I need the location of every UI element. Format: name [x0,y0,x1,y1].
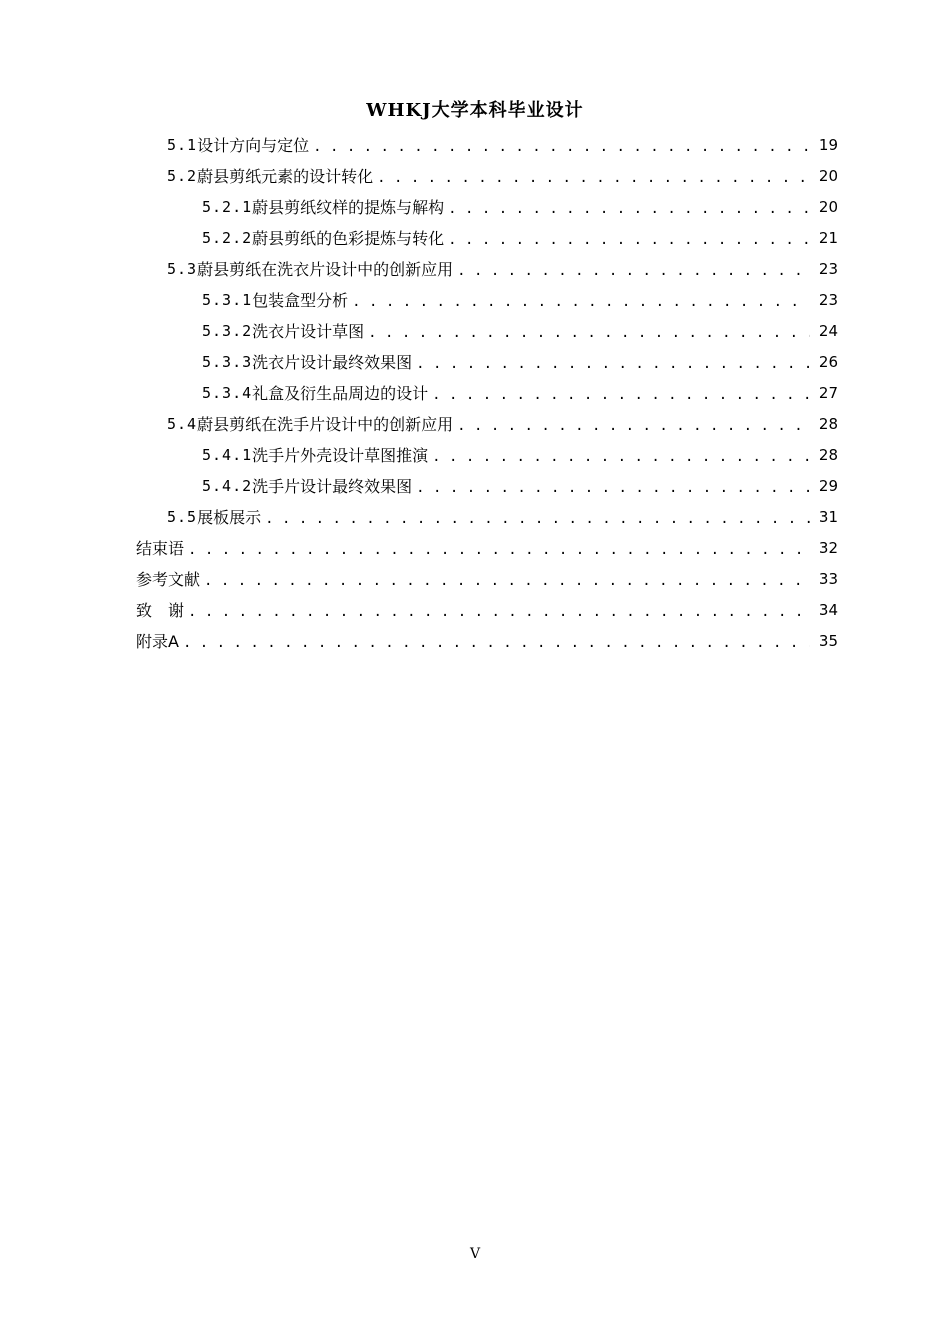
toc-dot-leader [204,574,810,588]
toc-entry[interactable] [136,408,838,439]
toc-dot-leader [377,171,810,185]
toc-entry-title: 礼盒及衍生品周边的设计 [252,384,429,403]
toc-dot-leader [448,233,810,247]
toc-dot-leader [313,140,810,154]
page-header: WHKJ大学本科毕业设计 [366,100,584,121]
toc-entry-number: 5.2 [167,166,198,185]
toc-entry-title: 设计方向与定位 [197,136,310,155]
toc-entry-page: 35 [818,631,838,650]
toc-entry-number: 5.2.2 [202,228,253,247]
toc-entry-number: 5.3 [167,259,198,278]
toc-entry-number: 5.3.3 [202,352,253,371]
toc-entry[interactable] [136,253,838,284]
toc-entry[interactable] [136,377,838,408]
toc-entry-number: 5.4 [167,414,198,433]
toc-entry-title: 洗手片设计最终效果图 [252,477,413,496]
toc-entry-page: 33 [818,569,838,588]
toc-entry-title: 附录A [136,632,179,651]
toc-entry[interactable] [136,191,838,222]
toc-entry[interactable] [136,439,838,470]
toc-entry-page: 29 [818,476,838,495]
toc-dot-leader [416,357,810,371]
toc-entry-number: 5.2.1 [202,197,253,216]
toc-entry-title: 洗衣片设计最终效果图 [252,353,413,372]
toc-entry-page: 19 [818,135,838,154]
toc-entry-title: 致 谢 [136,601,185,620]
toc-entry-page: 23 [818,259,838,278]
toc-entry-page: 23 [818,290,838,309]
toc-entry-number: 5.3.1 [202,290,253,309]
toc-entry[interactable] [136,129,838,160]
toc-entry-number: 5.5 [167,507,198,526]
toc-dot-leader [183,636,810,650]
toc-dot-leader [457,264,810,278]
toc-entry[interactable] [136,501,838,532]
toc-entry-page: 26 [818,352,838,371]
toc-entry-page: 20 [818,197,838,216]
page-number: V [469,1246,481,1262]
toc-entry-page: 34 [818,600,838,619]
toc-entry-number: 5.4.2 [202,476,253,495]
toc-entry-title: 洗衣片设计草图 [252,322,365,341]
toc-entry-title: 蔚县剪纸在洗手片设计中的创新应用 [197,415,454,434]
toc-dot-leader [188,605,810,619]
toc-entry-page: 27 [818,383,838,402]
toc-entry[interactable] [136,594,838,625]
toc-entry-number: 5.3.2 [202,321,253,340]
toc-dot-leader [457,419,810,433]
toc-dot-leader [448,202,810,216]
toc-entry-title: 蔚县剪纸在洗衣片设计中的创新应用 [197,260,454,279]
toc-entry[interactable] [136,222,838,253]
table-of-contents [136,129,838,656]
toc-entry-page: 28 [818,445,838,464]
toc-entry-title: 蔚县剪纸纹样的提炼与解构 [252,198,445,217]
toc-entry-title: 参考文献 [136,570,201,589]
toc-dot-leader [432,450,810,464]
toc-entry-title: 蔚县剪纸的色彩提炼与转化 [252,229,445,248]
toc-entry-number: 5.3.4 [202,383,253,402]
toc-entry-page: 32 [818,538,838,557]
toc-entry[interactable] [136,346,838,377]
toc-entry-title: 洗手片外壳设计草图推演 [252,446,429,465]
toc-entry-title: 结束语 [136,539,185,558]
toc-entry-page: 31 [818,507,838,526]
toc-dot-leader [416,481,810,495]
toc-dot-leader [368,326,810,340]
toc-entry[interactable] [136,625,838,656]
toc-dot-leader [188,543,810,557]
toc-entry-number: 5.4.1 [202,445,253,464]
toc-entry-title: 包装盒型分析 [252,291,349,310]
toc-entry[interactable] [136,532,838,563]
toc-entry[interactable] [136,470,838,501]
toc-entry-page: 28 [818,414,838,433]
toc-entry-page: 20 [818,166,838,185]
toc-entry[interactable] [136,160,838,191]
toc-entry[interactable] [136,284,838,315]
toc-dot-leader [432,388,810,402]
toc-entry-page: 21 [818,228,838,247]
toc-dot-leader [265,512,810,526]
toc-entry-page: 24 [818,321,838,340]
toc-entry[interactable] [136,315,838,346]
toc-entry[interactable] [136,563,838,594]
toc-entry-title: 蔚县剪纸元素的设计转化 [197,167,374,186]
toc-entry-number: 5.1 [167,135,198,154]
toc-entry-title: 展板展示 [197,508,262,527]
toc-dot-leader [352,295,810,309]
